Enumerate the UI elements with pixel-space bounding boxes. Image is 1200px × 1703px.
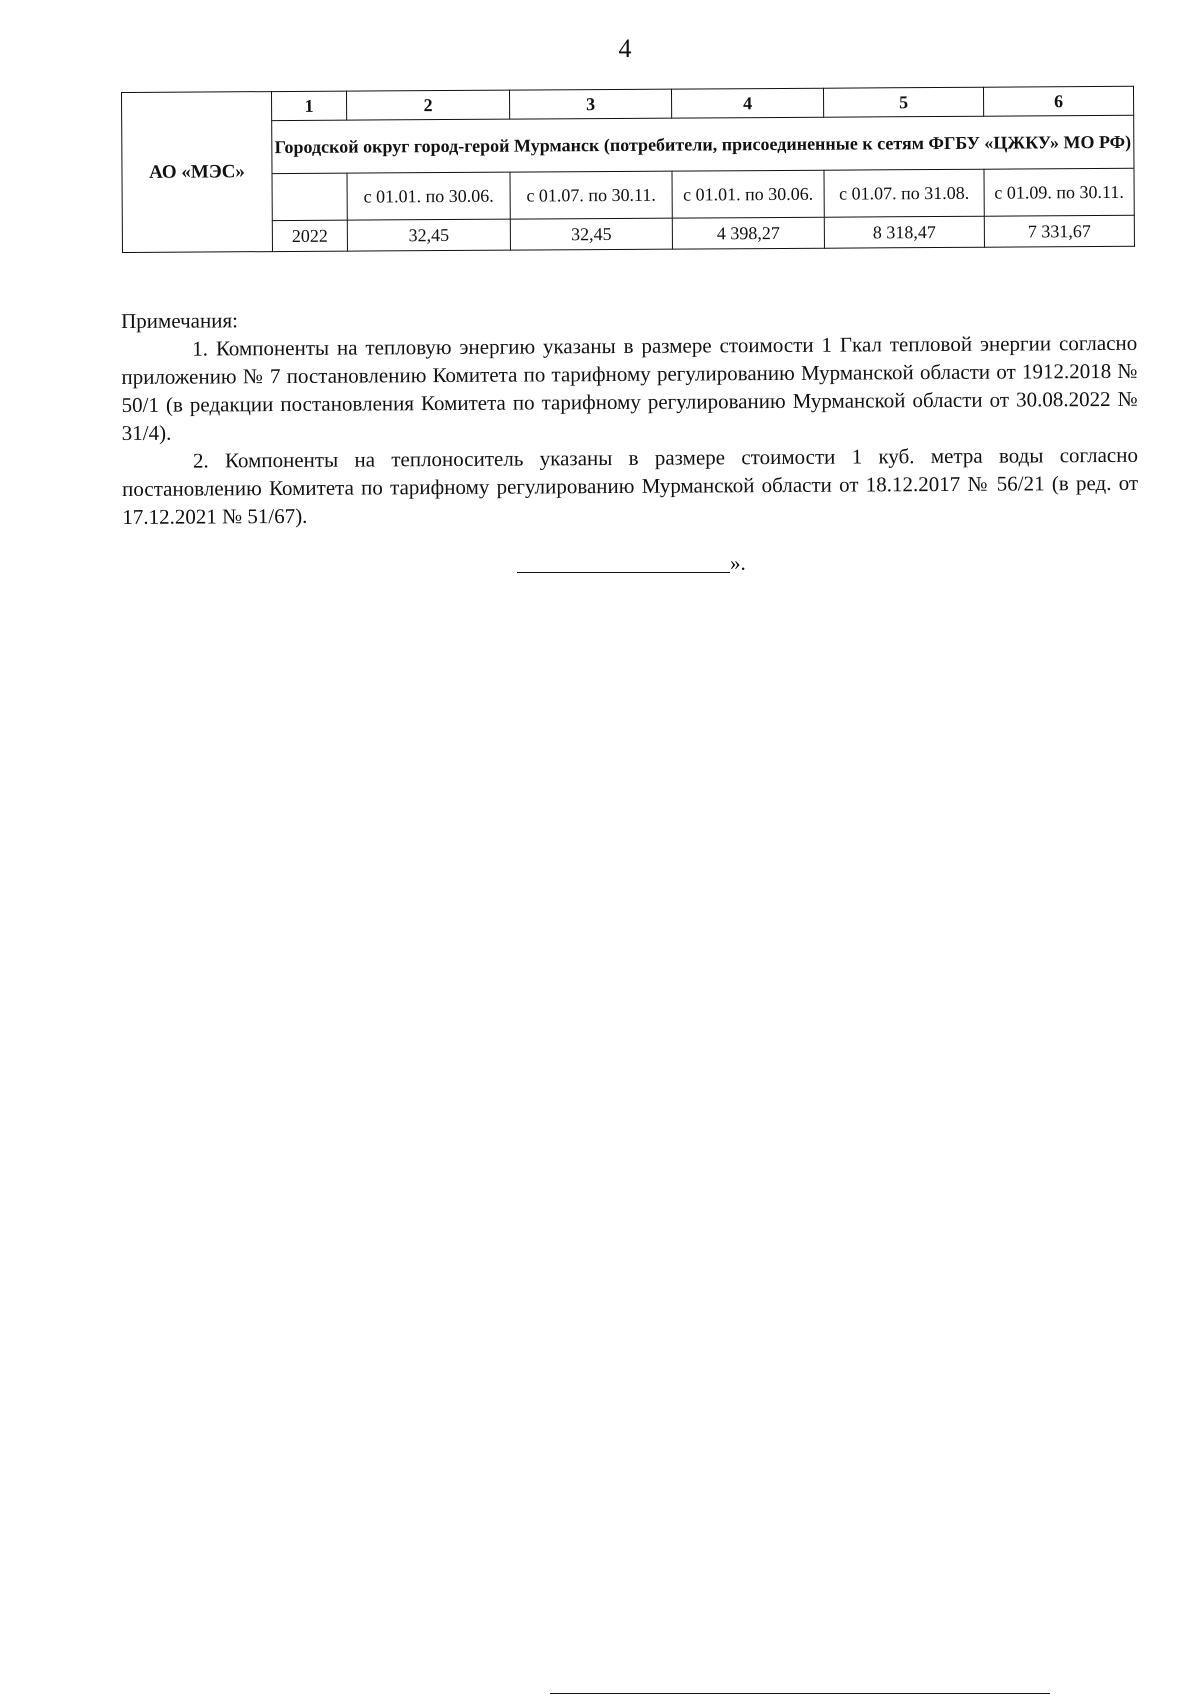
column-number: 1 (272, 91, 347, 120)
region-header: Городской округ город-герой Мурманск (потребители, присоединенные к сетям ФГБУ «ЦЖКУ» МО РФ) (272, 115, 1134, 173)
period-cell: с 01.01. по 30.06. (672, 170, 824, 218)
closing-quote-mark: ». (730, 551, 746, 575)
column-number: 5 (823, 87, 983, 117)
empty-cell (272, 173, 347, 220)
column-number: 3 (509, 89, 671, 119)
note-item: 2. Компоненты на теплоноситель указаны в размере стоимости 1 куб. метра воды согласно постановлению Комитета по тарифному регулированию Мурманской области от 18.12.2017 № 56/21 (в ред. от 17.12.2021 № 51/67). (122, 442, 1139, 529)
notes-section (121, 301, 1138, 531)
note-item: 1. Компоненты на тепловую энергию указаны в размере стоимости 1 Гкал тепловой энергии согласно приложению № 7 постановлению Комитета по тарифному регулированию Мурманской области от 1912.2018 № 50/1 (в редакции постановления Комитета по тарифному регулированию Мурманской области от 30.08.2022 № 31/4). (121, 330, 1138, 445)
period-cell: с 01.09. по 30.11. (984, 168, 1134, 216)
value-cell: 7 331,67 (984, 215, 1134, 247)
bottom-divider (550, 1693, 1050, 1694)
value-row (122, 215, 1134, 252)
organization-cell: АО «МЭС» (122, 92, 273, 253)
column-number: 6 (983, 86, 1133, 116)
value-cell: 8 318,47 (824, 216, 984, 248)
value-cell: 32,45 (510, 218, 672, 250)
notes-heading: Примечания: (121, 308, 239, 333)
value-cell: 32,45 (347, 219, 510, 251)
column-number: 2 (346, 90, 509, 120)
period-cell: с 01.01. по 30.06. (347, 172, 510, 220)
page-number: 4 (618, 34, 632, 63)
closing-line (517, 551, 746, 576)
signature-rule (517, 572, 730, 573)
column-number: 4 (671, 88, 823, 118)
tariff-table (121, 86, 1135, 253)
year-cell: 2022 (272, 220, 347, 251)
region-header-row (122, 115, 1134, 174)
period-cell: с 01.07. по 30.11. (510, 171, 672, 219)
value-cell: 4 398,27 (672, 217, 824, 249)
period-row (122, 168, 1134, 221)
period-cell: с 01.07. по 31.08. (824, 169, 984, 217)
